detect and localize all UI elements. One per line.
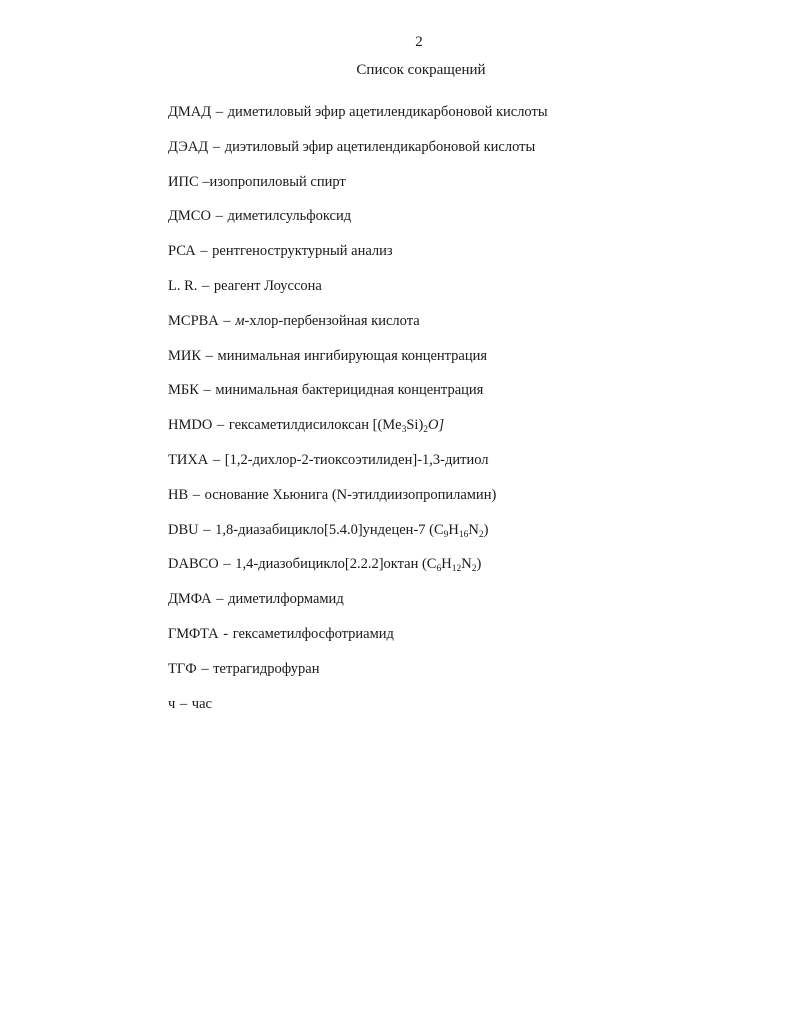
definition: диметиловый эфир ацетилендикарбоновой кислоты: [227, 104, 548, 120]
list-item: [168, 206, 548, 241]
abbreviation: ДМАД: [168, 104, 212, 120]
separator: –: [213, 417, 228, 434]
subscript: 6: [436, 564, 442, 575]
abbreviation: РСА: [168, 243, 196, 260]
list-item: [168, 659, 548, 694]
separator: –: [212, 104, 227, 120]
abbreviation: HB: [168, 486, 189, 503]
list-item: [168, 311, 548, 346]
definition-part: H: [441, 556, 452, 573]
definition: рентгеноструктурный анализ: [212, 243, 393, 260]
list-item: [168, 450, 548, 485]
list-item: [168, 554, 548, 589]
definition: минимальная бактерицидная концентрация: [215, 382, 484, 399]
abbreviation: ГМФТА: [168, 625, 219, 642]
abbreviation: ТИХА: [168, 451, 209, 468]
definition: гексаметилфосфотриамид: [232, 625, 394, 642]
separator: –: [209, 138, 224, 155]
separator: –: [199, 521, 215, 538]
subscript: 16: [458, 529, 469, 540]
abbreviation: HMDO: [168, 417, 213, 434]
definition-part: N: [468, 521, 479, 538]
subscript: 3: [401, 425, 407, 436]
list-item: [168, 241, 548, 276]
abbreviation: ТГФ: [168, 660, 197, 677]
separator: –: [196, 243, 212, 260]
definition: основание Хьюнига (N-этилдиизопропиламин): [204, 486, 497, 503]
separator: -: [219, 625, 232, 642]
definition: изопропиловый спирт: [209, 173, 346, 190]
definition: гексаметилдисилоксан [(Me: [228, 417, 402, 434]
subscript: 9: [443, 529, 449, 540]
list-item: [168, 102, 548, 137]
list-item: [168, 589, 548, 624]
separator: –: [198, 173, 210, 190]
list-item: [168, 520, 548, 555]
definition: [1,2-дихлор-2-тиоксоэтилиден]-1,3-дитиол: [224, 451, 489, 468]
abbreviation: DBU: [168, 521, 199, 538]
list-item: [168, 276, 548, 311]
list-item: [168, 694, 548, 729]
separator: –: [199, 382, 215, 399]
page-title: Список сокращений: [356, 62, 486, 78]
abbreviation: ДМСО: [168, 208, 211, 225]
definition: диметилсульфоксид: [227, 208, 352, 225]
abbreviation: МБК: [168, 382, 199, 399]
separator: –: [211, 208, 227, 225]
abbreviation: L. R.: [168, 277, 198, 294]
abbreviation: MCPBA: [168, 312, 219, 329]
definition: час: [191, 695, 212, 712]
separator: –: [209, 451, 224, 468]
definition: минимальная ингибирующая концентрация: [217, 347, 488, 364]
definition-part: H: [448, 521, 459, 538]
page-number: 2: [415, 34, 423, 50]
abbreviation: ИПС: [168, 173, 199, 190]
subscript: 2: [478, 529, 484, 540]
separator: –: [212, 591, 228, 608]
definition-part: ): [483, 521, 489, 538]
definition: -хлор-пербензойная кислота: [244, 312, 420, 329]
list-item: [168, 137, 548, 172]
abbreviation: DABCO: [168, 556, 219, 573]
list-item: [168, 346, 548, 381]
list-item: [168, 415, 548, 450]
abbreviation: ч: [168, 695, 176, 712]
list-item: [168, 380, 548, 415]
separator: –: [176, 695, 191, 712]
definition-part: N: [461, 556, 472, 573]
abbreviation: ДЭАД: [168, 138, 209, 155]
separator: –: [219, 312, 235, 329]
definition-part: ): [476, 556, 482, 573]
list-item: [168, 624, 548, 659]
separator: –: [198, 277, 213, 294]
abbreviation-list: [168, 102, 548, 728]
definition: тетрагидрофуран: [213, 660, 320, 677]
separator: –: [202, 347, 217, 364]
subscript: 2: [423, 425, 429, 436]
definition: диэтиловый эфир ацетилендикарбоновой кислоты: [224, 138, 536, 155]
definition: 1,8-диазабицикло[5.4.0]ундецен-7 (C: [215, 521, 444, 538]
list-item: [168, 485, 548, 520]
definition-part: Si): [406, 417, 424, 434]
subscript: 2: [471, 564, 477, 575]
separator: –: [197, 660, 213, 677]
definition-italic-prefix: м: [235, 312, 245, 329]
list-item: [168, 172, 548, 207]
definition: диметилформамид: [228, 591, 344, 608]
abbreviation: МИК: [168, 347, 202, 364]
definition-part: O]: [428, 417, 445, 434]
subscript: 12: [451, 564, 462, 575]
separator: –: [189, 486, 204, 503]
definition: реагент Лоуссона: [213, 277, 322, 294]
definition: 1,4-диазобицикло[2.2.2]октан (C: [235, 556, 437, 573]
separator: –: [219, 556, 235, 573]
abbreviation: ДМФА: [168, 591, 212, 608]
